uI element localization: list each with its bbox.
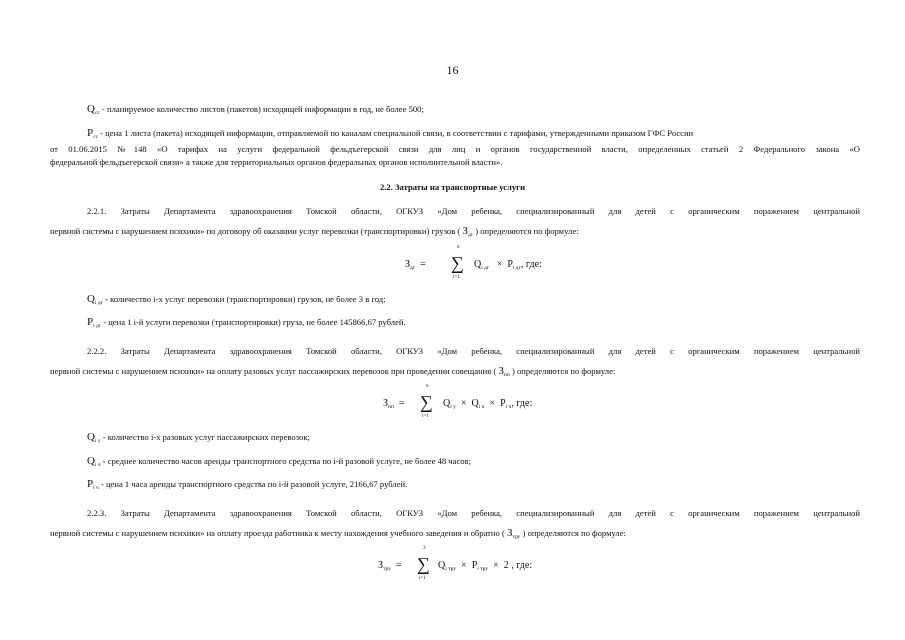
formula-part: $З_{пп}$ = xyxy=(383,398,405,410)
formula-part: i=1 xyxy=(453,275,460,280)
definition-p-cc-line3: федеральной фельдъегерской связи» а также для территориальных органов федеральных органов исполнительной власти». xyxy=(50,157,503,167)
definition-q-cc: $Q_{сс}$ - планируемое количество листов (пакетов) исходящей информации в год, не более 500; xyxy=(87,103,424,116)
formula-part: n xyxy=(426,384,429,389)
formula-part: i=1 xyxy=(422,414,429,419)
formula-part: $Q_{i тру} \times P_{i тру} \times 2$ , где: xyxy=(438,560,533,572)
definition-p-ich: $P_{i ч}$ - цена 1 часа аренды транспортного средства по i-й разовой услуге, 2166,67 рублей. xyxy=(87,478,408,491)
definition-p-idg: $P_{i дг}$ - цена 1 i-й услуги перевозки (транспортировки) груза, не более 145866,67 рублей. xyxy=(87,316,406,329)
definition-q-idg: $Q_{i дг}$ - количество i-х услуг перевозки (транспортировки) грузов, не более 3 в год; xyxy=(87,293,386,306)
formula-part: 3 xyxy=(423,546,426,551)
sum-symbol: ∑ xyxy=(420,392,433,412)
formula-part: $З_{дг}$ = xyxy=(405,259,426,271)
definition-p-cc: $P_{сс}$ - цена 1 листа (пакета) исходящей информации, отправляемой по каналам специальной связи, в соответствии с тарифами, утвержденными приказом ГФС России xyxy=(87,127,694,140)
paragraph-222-line1: 2.2.2. Затраты Департамента здравоохранения Томской области, ОГКУЗ «Дом ребенка, специализированный для детей с органическим поражением центральной xyxy=(87,346,860,356)
formula-part: $З_{тру}$ = xyxy=(378,560,402,572)
page-number: 16 xyxy=(446,63,459,77)
paragraph-223-line2: нервной системы с нарушением психики» на оплату проезда работника к месту нахождения учебного заведения и обратно ( $З_{тру}$ ) определяются по формуле: xyxy=(50,527,626,540)
paragraph-223-line1: 2.2.3. Затраты Департамента здравоохранения Томской области, ОГКУЗ «Дом ребенка, специализированный для детей с органическим поражением центральной xyxy=(87,508,860,518)
formula-part: i=1 xyxy=(419,576,426,581)
paragraph-221-line2: нервной системы с нарушением психики» по договору об оказании услуг перевозки (транспортировки) грузов ( $З_{дг}$ ) определяются по формуле: xyxy=(50,225,579,238)
definition-q-ich: $Q_{i ч}$ - среднее количество часов аренды транспортного средства по i-й разовой услуге, не более 48 часов; xyxy=(87,455,471,468)
paragraph-222-line2: нервной системы с нарушением психики» на оплату разовых услуг пассажирских перевозок при проведении совещания ( $З_{пп}$ ) определяются по формуле: xyxy=(50,365,616,378)
formula-part: $Q_{i дг}$ × $P_{i дг}$, где: xyxy=(474,259,542,271)
formula-part: n xyxy=(457,245,460,250)
formula-part: $Q_{i у} \times Q_{i ч} \times P_{i ч}$, где: xyxy=(443,398,533,410)
paragraph-221-line1: 2.2.1. Затраты Департамента здравоохранения Томской области, ОГКУЗ «Дом ребенка, специализированный для детей с органическим поражением центральной xyxy=(87,206,860,216)
definition-p-cc-line2: от 01.06.2015 №148 «О тарифах на услуги федеральной фельдъегерской связи для лиц и органов государственной власти, определенных статьей 2 Федерального закона «О xyxy=(50,144,860,154)
definition-q-iu: $Q_{i у}$ - количество i-х разовых услуг пассажирских перевозок; xyxy=(87,431,310,444)
sum-symbol: ∑ xyxy=(417,554,430,574)
section-heading: 2.2. Затраты на транспортные услуги xyxy=(379,182,526,192)
sum-symbol: ∑ xyxy=(451,253,464,273)
